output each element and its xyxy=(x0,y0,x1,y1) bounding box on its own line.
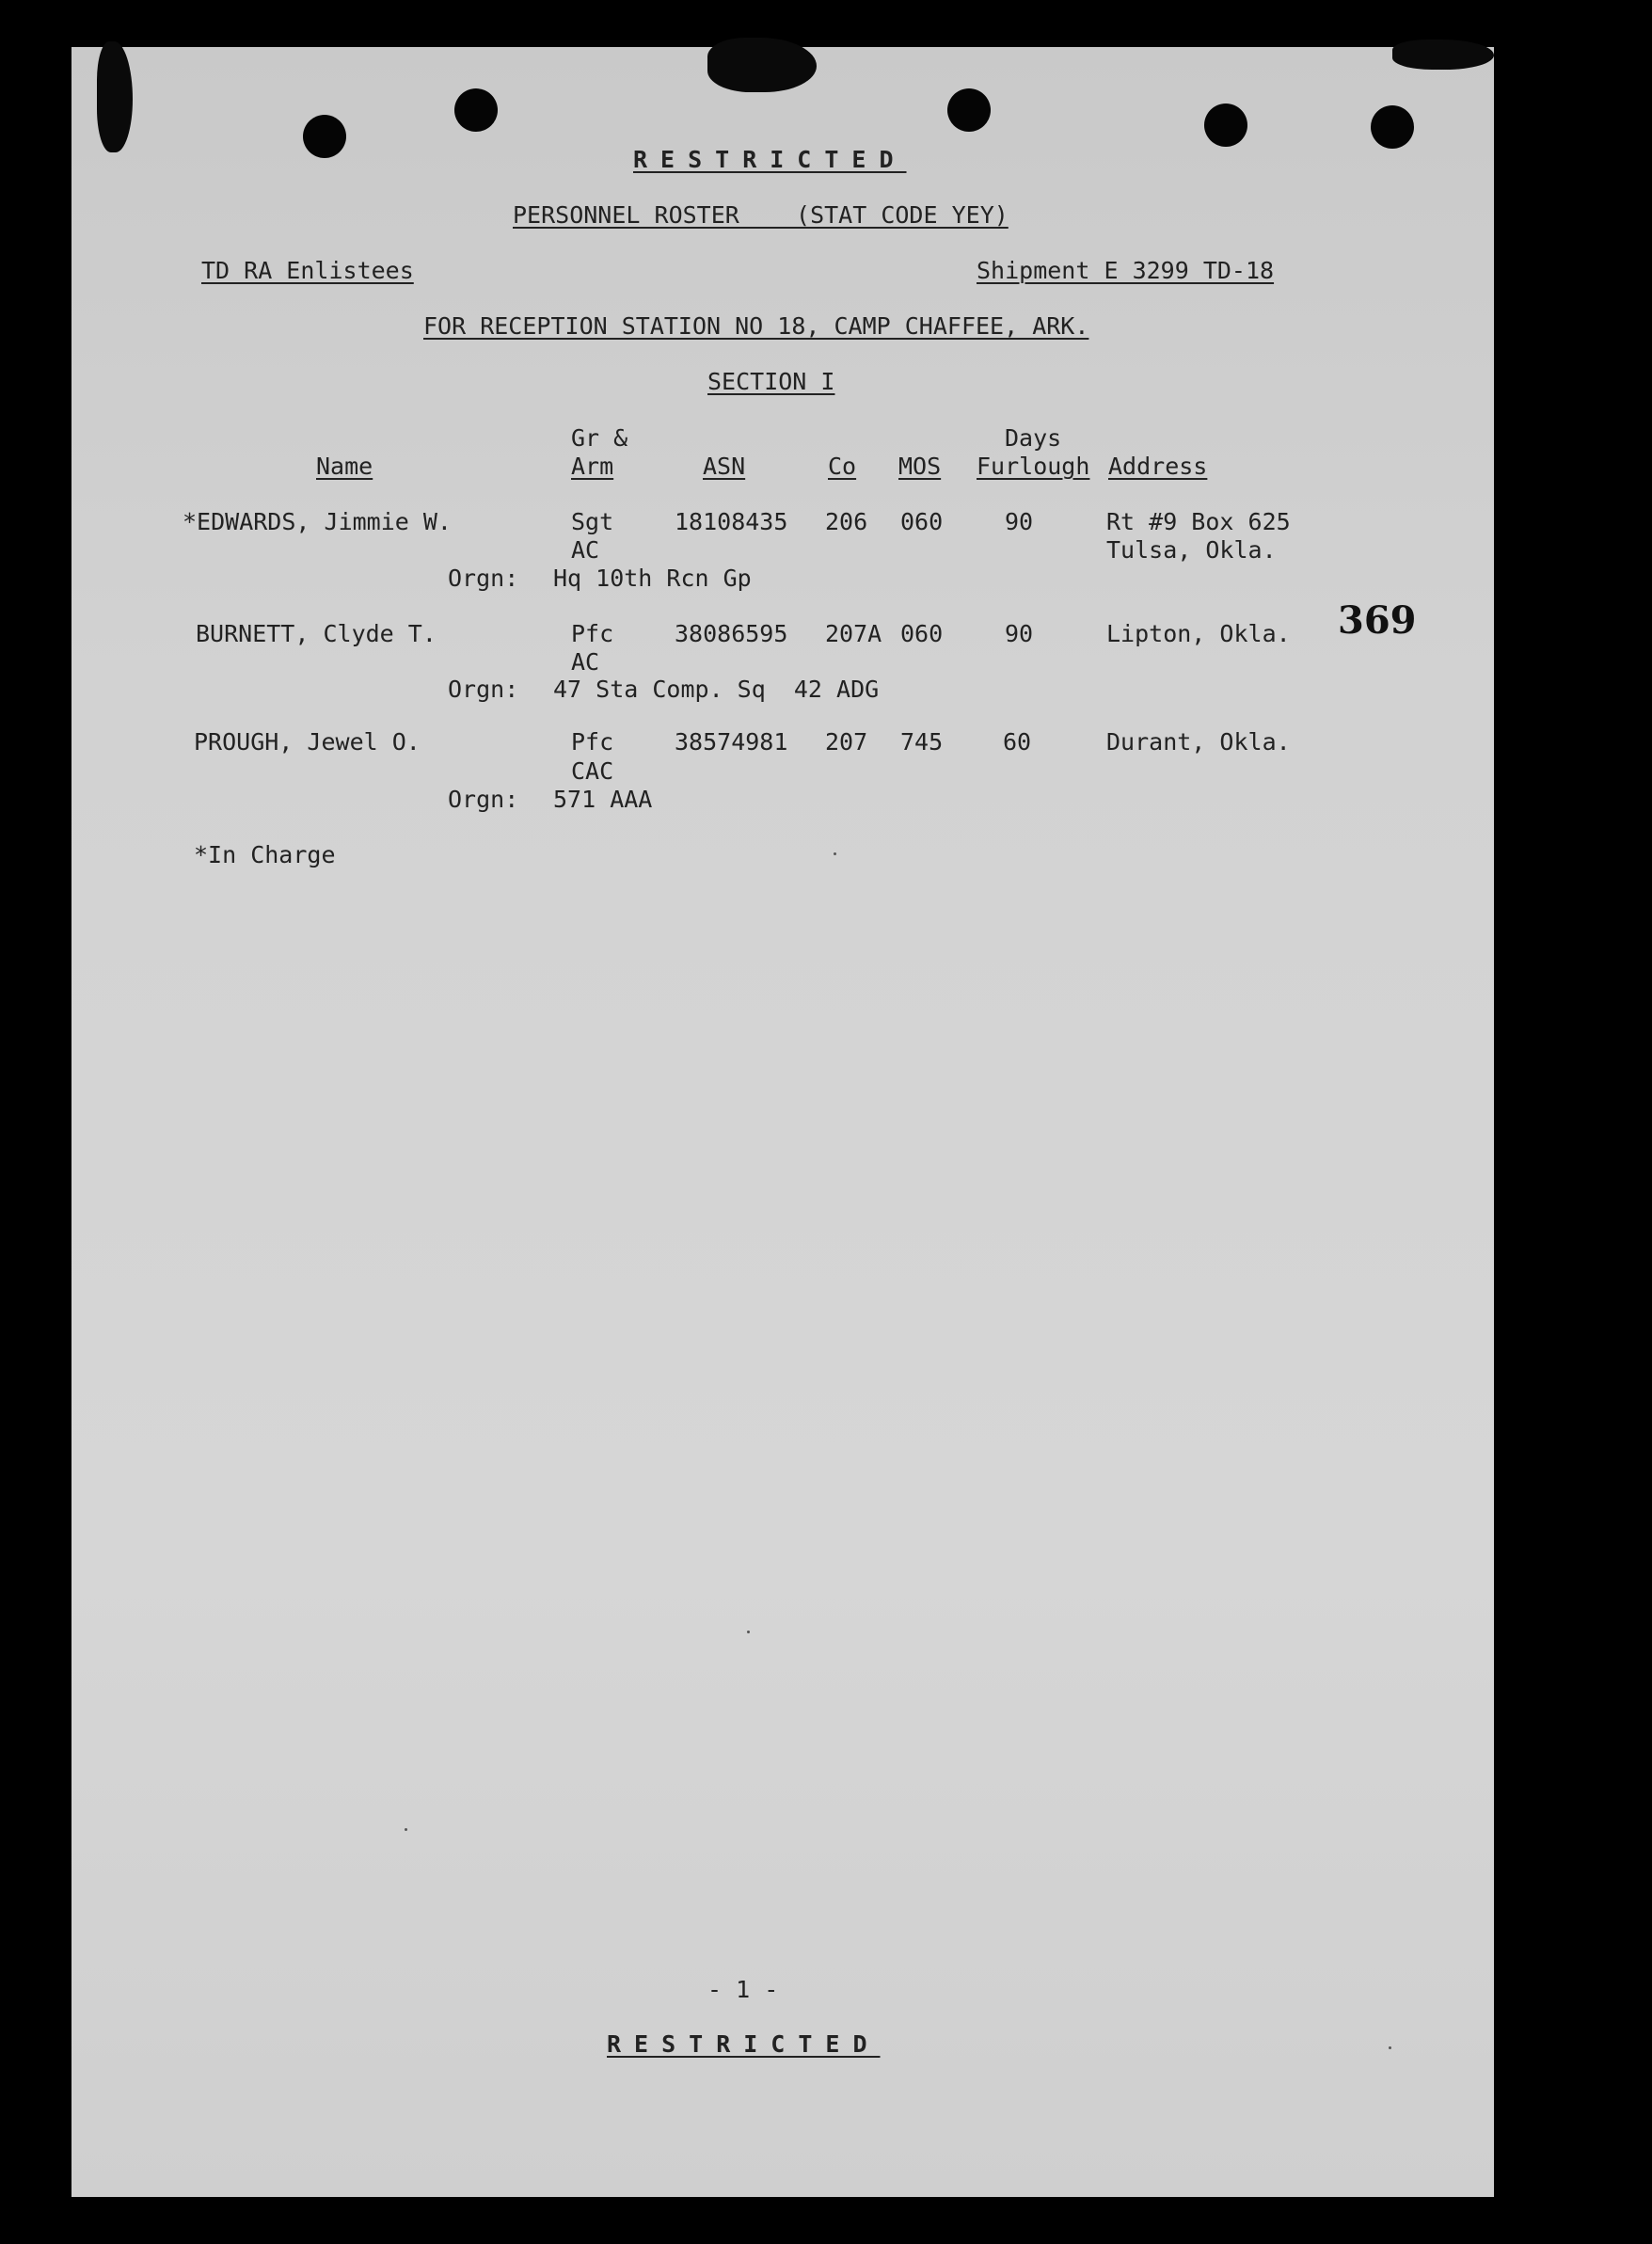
document-page xyxy=(71,47,1494,2197)
speck xyxy=(834,852,836,855)
roster-arm: AC xyxy=(571,536,600,564)
column-header-days-top: Days xyxy=(1005,424,1062,452)
column-header-name: Name xyxy=(316,453,373,480)
destination-line: FOR RECEPTION STATION NO 18, CAMP CHAFFEE, ARK. xyxy=(423,312,1089,340)
section-title: SECTION I xyxy=(707,368,835,395)
roster-co: 207A xyxy=(825,620,882,647)
roster-address: Durant, Okla. xyxy=(1106,728,1291,756)
roster-mos: 060 xyxy=(900,620,944,647)
roster-mos: 060 xyxy=(900,508,944,535)
speck xyxy=(405,1828,407,1831)
punch-hole xyxy=(1204,103,1247,147)
roster-mos: 745 xyxy=(900,728,944,756)
classification-header: RESTRICTED xyxy=(633,146,907,173)
roster-address: Rt #9 Box 625 xyxy=(1106,508,1291,535)
roster-orgn-label: Orgn: xyxy=(448,786,519,813)
roster-arm: CAC xyxy=(571,757,614,785)
roster-orgn-label: Orgn: xyxy=(448,565,519,592)
roster-name: BURNETT, Clyde T. xyxy=(196,620,437,647)
column-header-address: Address xyxy=(1108,453,1208,480)
column-header-furlough: Furlough xyxy=(977,453,1090,480)
roster-name: PROUGH, Jewel O. xyxy=(194,728,421,756)
roster-grade: Pfc xyxy=(571,620,614,647)
roster-grade: Pfc xyxy=(571,728,614,756)
punch-hole xyxy=(303,115,346,158)
punch-hole xyxy=(454,88,498,132)
roster-address-city: Tulsa, Okla. xyxy=(1106,536,1277,564)
roster-asn: 38086595 xyxy=(675,620,788,647)
roster-name: *EDWARDS, Jimmie W. xyxy=(183,508,452,535)
page-number-stamp: 369 xyxy=(1338,598,1417,643)
roster-co: 207 xyxy=(825,728,868,756)
roster-orgn: Hq 10th Rcn Gp xyxy=(553,565,752,592)
roster-grade: Sgt xyxy=(571,508,614,535)
speck xyxy=(747,1631,750,1633)
page-tear xyxy=(97,41,133,152)
roster-orgn: 47 Sta Comp. Sq 42 ADG xyxy=(553,676,880,703)
roster-title: PERSONNEL ROSTER (STAT CODE YEY) xyxy=(513,201,1009,229)
roster-asn: 38574981 xyxy=(675,728,788,756)
column-header-gr-top: Gr & xyxy=(571,424,628,452)
group-label: TD RA Enlistees xyxy=(201,257,414,284)
column-header-arm: Arm xyxy=(571,453,614,480)
roster-days: 90 xyxy=(1005,620,1034,647)
roster-address: Lipton, Okla. xyxy=(1106,620,1291,647)
footnote: *In Charge xyxy=(194,841,336,868)
column-header-mos: MOS xyxy=(898,453,942,480)
roster-arm: AC xyxy=(571,648,600,676)
roster-co: 206 xyxy=(825,508,868,535)
page-tear xyxy=(707,38,817,92)
punch-hole xyxy=(947,88,991,132)
classification-footer: RESTRICTED xyxy=(607,2030,881,2058)
speck xyxy=(1389,2046,1391,2049)
page-indicator: - 1 - xyxy=(707,1976,779,2003)
shipment-number: Shipment E 3299 TD-18 xyxy=(977,257,1275,284)
punch-hole xyxy=(1371,105,1414,149)
roster-asn: 18108435 xyxy=(675,508,788,535)
roster-orgn-label: Orgn: xyxy=(448,676,519,703)
column-header-asn: ASN xyxy=(703,453,746,480)
roster-days: 90 xyxy=(1005,508,1034,535)
page-tear xyxy=(1392,40,1494,70)
column-header-co: Co xyxy=(828,453,857,480)
roster-days: 60 xyxy=(1003,728,1032,756)
roster-orgn: 571 AAA xyxy=(553,786,653,813)
